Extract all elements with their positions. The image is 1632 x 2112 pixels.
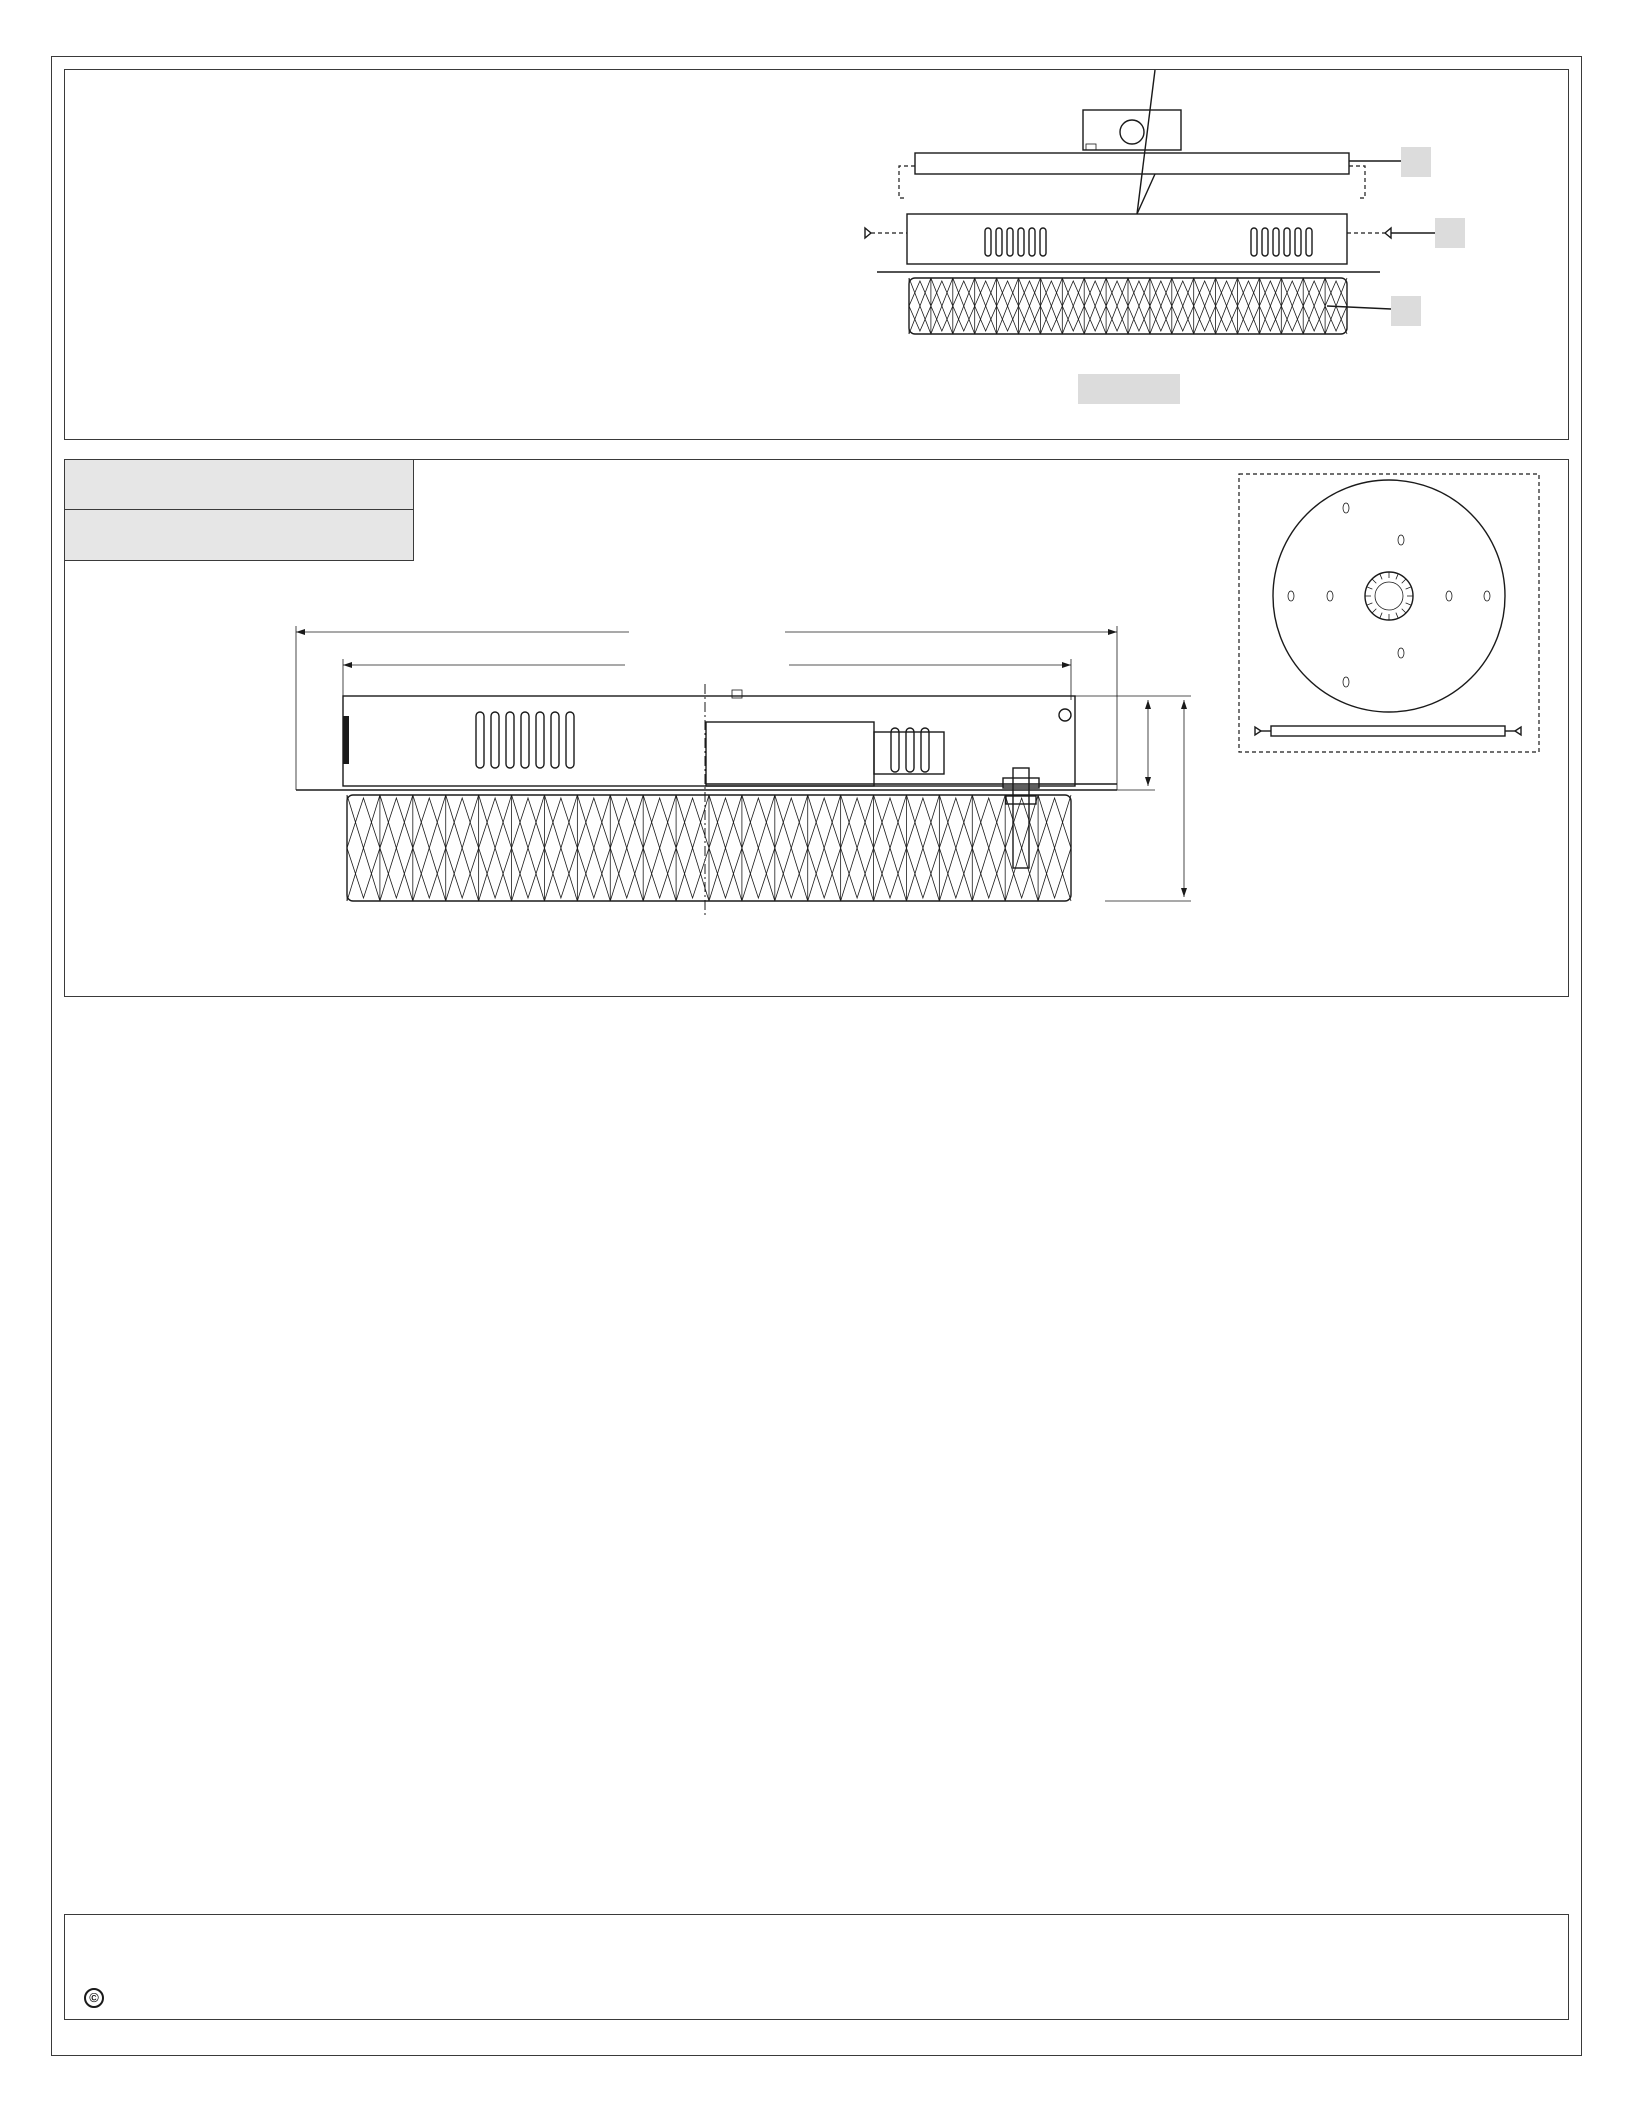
- clearance-outline: [899, 166, 1365, 198]
- mounting-plate: [915, 153, 1349, 174]
- callout-box-2: [1435, 218, 1465, 248]
- copyright-symbol: ©: [84, 1988, 104, 2008]
- mounting-diagram-panel: [64, 69, 1569, 440]
- dimensions-panel: [64, 459, 1569, 997]
- canopy: [877, 214, 1380, 272]
- figure-caption-box: [1078, 374, 1180, 404]
- canopy-plan-view: [65, 460, 1570, 998]
- callout-box-3: [1391, 296, 1421, 326]
- right-screw: [1347, 228, 1435, 238]
- crystal-ring: [909, 278, 1347, 334]
- callout-box-1: [1401, 147, 1431, 177]
- junction-box: [1083, 110, 1181, 150]
- left-screw: [865, 228, 907, 238]
- mounting-exploded-diagram: [65, 70, 1570, 441]
- footer-panel: [64, 1914, 1569, 2020]
